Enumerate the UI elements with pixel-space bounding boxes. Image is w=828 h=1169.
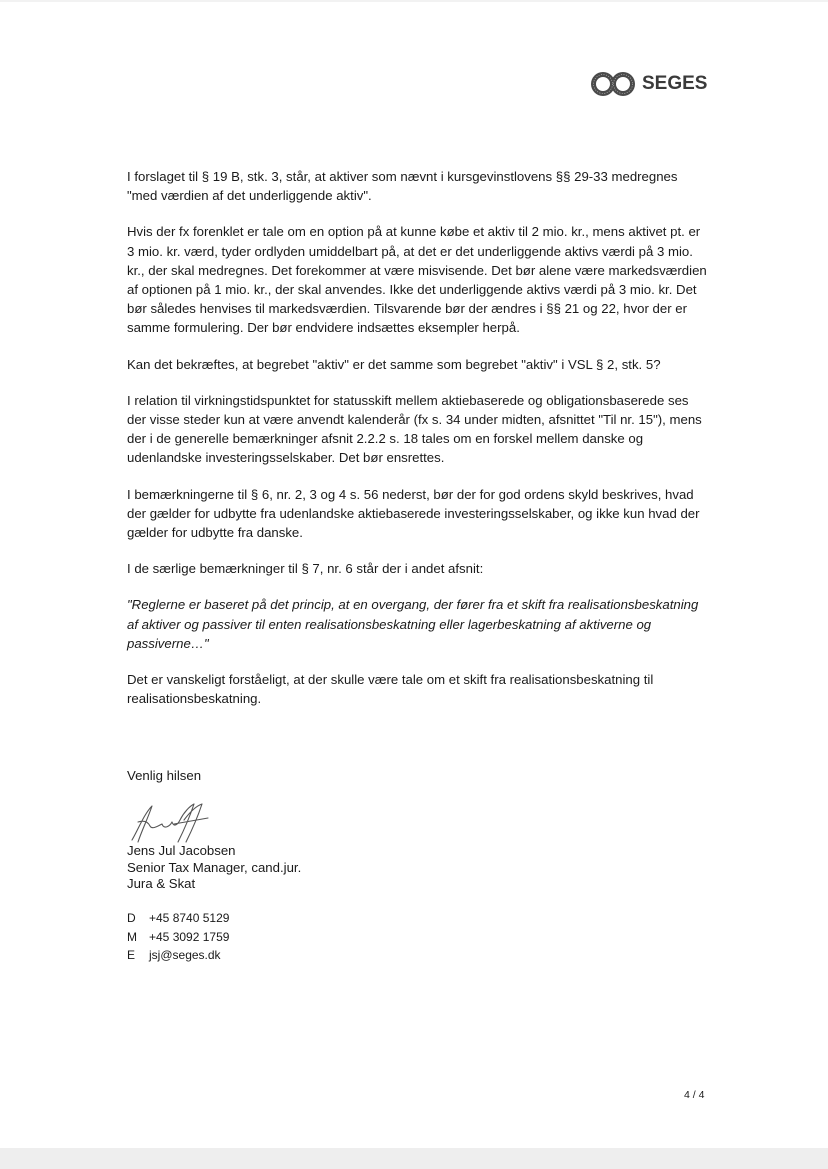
paragraph: Hvis der fx forenklet er tale om en option på at kunne købe et aktiv til 2 mio. kr., mens aktivet pt. er 3 mio. kr. værd, tyder ordlyden umiddelbart på, at det er det underliggende aktivs værdi på 3 mio. kr., der skal medregnes. Det forekommer at være misvisende. Det bør alene være markedsværdien af optionen på 1 mio. kr., der skal anvendes. Ikke det underliggende aktivs værdi på 3 mio. kr. Det bør således henvises til markedsværdien. Tilsvarende bør der ændres i §§ 21 og 22, hvor der er samme formulering. Der bør endvidere indsættes eksempler herpå. <box>127 224 707 336</box>
signer-name: Jens Jul Jacobsen <box>127 843 236 858</box>
paragraph: I forslaget til § 19 B, stk. 3, står, at aktiver som nævnt i kursgevinstlovens §§ 29-33 medregnes "med værdien af det underliggende aktiv". <box>127 169 678 204</box>
logo-text: SEGES <box>642 73 708 94</box>
quoted-paragraph: "Reglerne er baseret på det princip, at en overgang, der fører fra et skift fra realisationsbeskatning af aktiver og passiver til enten realisationsbeskatning eller lagerbeskatning af aktiverne og passiverne…" <box>127 597 699 651</box>
contact-mobile <box>127 928 229 947</box>
signer-title: Senior Tax Manager, cand.jur. <box>127 859 302 875</box>
top-edge <box>0 0 828 2</box>
handwritten-signature <box>128 800 218 846</box>
contact-email <box>127 946 229 965</box>
contact-value: +45 3092 1759 <box>149 929 230 944</box>
letter-body <box>127 167 707 725</box>
paragraph: I relation til virkningstidspunktet for statusskift mellem aktiebaserede og obligationsbaserede ses der visse steder kun at være anvendt kalenderår (fx s. 34 under midten, afsnittet "Til nr. 15"), mens der i de generelle bemærkninger afsnit 2.2.2 s. 18 tales om en forskel mellem danske og udenlandske investeringsselskaber. Det bør ensrettes. <box>127 392 702 466</box>
page-bottom-edge <box>0 1148 828 1169</box>
paragraph: Det er vanskeligt forståeligt, at der skulle være tale om et skift fra realisationsbeskatning til realisationsbeskatning. <box>127 672 654 707</box>
contact-direct <box>127 909 229 928</box>
signer-department: Jura & Skat <box>127 876 196 891</box>
seges-logo-mark-icon <box>590 70 638 98</box>
paragraph: I bemærkningerne til § 6, nr. 2, 3 og 4 s. 56 nederst, bør der for god ordens skyld beskrives, hvad der gælder for udbytte fra udenlandske aktiebaserede investeringsselskaber, og ikke kun hvad der gælder for udbytte fra danske. <box>127 486 700 541</box>
contact-list <box>127 909 229 965</box>
paragraph: Kan det bekræftes, at begrebet "aktiv" er det samme som begrebet "aktiv" i VSL § 2, stk. 5? <box>127 356 661 372</box>
contact-key: D <box>127 911 136 925</box>
contact-key: E <box>127 948 136 962</box>
page-number: 4 / 4 <box>684 1089 705 1101</box>
closing-greeting: Venlig hilsen <box>127 768 202 783</box>
contact-key: M <box>127 929 137 944</box>
paragraph: I de særlige bemærkninger til § 7, nr. 6 står der i andet afsnit: <box>127 561 484 577</box>
seges-logo <box>590 70 707 98</box>
signer-block <box>127 843 301 893</box>
contact-value: +45 8740 5129 <box>149 911 230 925</box>
contact-value: jsj@seges.dk <box>149 948 221 962</box>
